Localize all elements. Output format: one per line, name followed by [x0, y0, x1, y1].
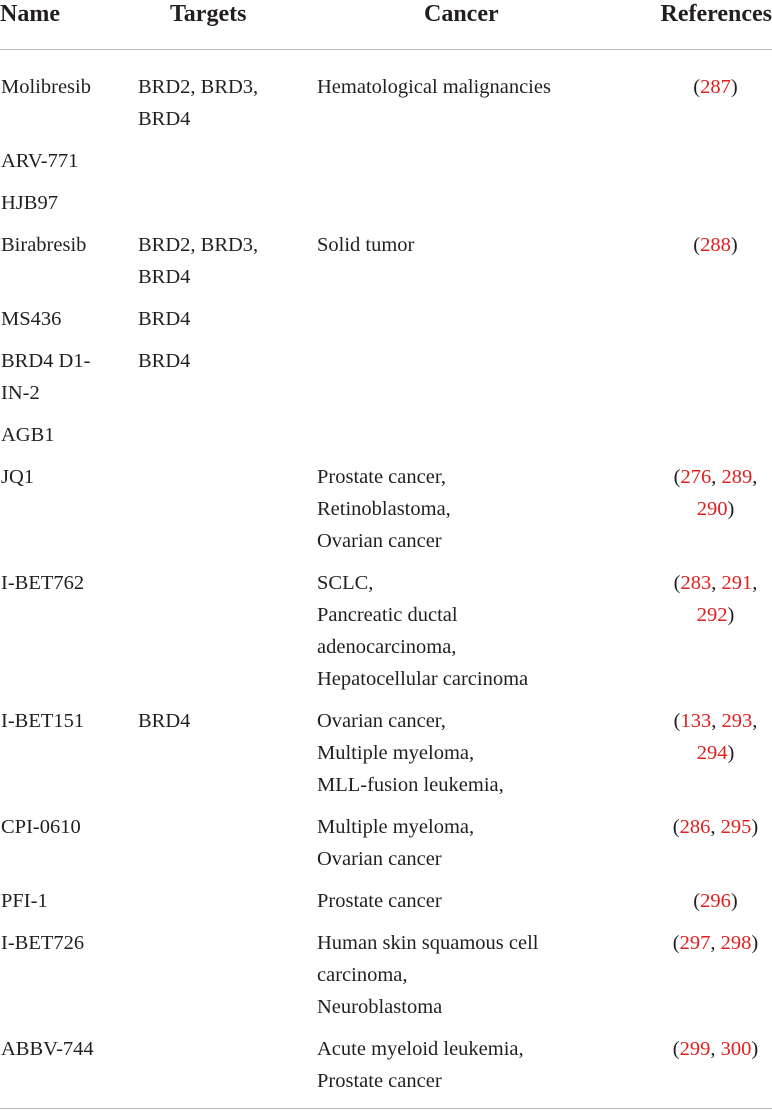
- reference-link[interactable]: 289: [721, 466, 753, 488]
- table-row: [0, 135, 772, 177]
- reference-link[interactable]: 288: [700, 234, 731, 256]
- cell-references: [637, 695, 772, 801]
- table-row: [0, 801, 772, 875]
- table-row: [0, 219, 772, 293]
- cell-cancer: [317, 135, 637, 177]
- ref-paren: (: [693, 890, 701, 912]
- cell-name: AGB1: [1, 424, 55, 446]
- table-row: [0, 50, 772, 136]
- reference-link[interactable]: 290: [696, 498, 728, 520]
- cell-name: I-BET726: [1, 932, 85, 954]
- ref-paren: ): [751, 816, 759, 838]
- ref-paren: ): [730, 234, 738, 256]
- cell-name: HJB97: [1, 192, 58, 214]
- cell-name: BRD4 D1- IN-2: [1, 350, 91, 404]
- ref-paren: ): [730, 76, 738, 98]
- ref-paren: (: [693, 234, 701, 256]
- ref-paren: ): [727, 604, 735, 626]
- cell-references: [637, 875, 772, 917]
- cell-cancer: [317, 293, 637, 335]
- cell-references: [637, 801, 772, 875]
- cell-targets: BRD2, BRD3, BRD4: [138, 234, 259, 288]
- table-row: [0, 409, 772, 451]
- cell-targets: [138, 1023, 317, 1109]
- cell-references: [637, 917, 772, 1023]
- table-row: [0, 293, 772, 335]
- reference-link[interactable]: 292: [696, 604, 728, 626]
- table-row: [0, 875, 772, 917]
- ref-separator: ,: [711, 572, 722, 594]
- cell-targets: [138, 135, 317, 177]
- header-references: References: [637, 0, 772, 50]
- table-row: [0, 917, 772, 1023]
- ref-paren: ): [751, 932, 759, 954]
- ref-separator: ,: [711, 710, 722, 732]
- cell-targets: [138, 451, 317, 557]
- ref-paren: (: [673, 710, 681, 732]
- table-row: [0, 451, 772, 557]
- table-row: [0, 695, 772, 801]
- cell-cancer: Prostate cancer, Retinoblastoma, Ovarian cancer: [317, 466, 451, 552]
- cell-name: ABBV-744: [0, 1023, 138, 1109]
- ref-separator: ,: [752, 710, 758, 732]
- cell-references: [637, 293, 772, 335]
- cell-targets: [138, 409, 317, 451]
- ref-paren: ): [727, 742, 735, 764]
- reference-link[interactable]: 300: [720, 1038, 752, 1060]
- ref-paren: (: [693, 76, 701, 98]
- reference-link[interactable]: 276: [680, 466, 712, 488]
- cell-references: [637, 335, 772, 409]
- ref-paren: (: [672, 816, 680, 838]
- reference-link[interactable]: 295: [720, 816, 752, 838]
- ref-paren: (: [673, 572, 681, 594]
- ref-paren: ): [751, 1038, 759, 1060]
- cell-targets: [138, 801, 317, 875]
- ref-paren: (: [672, 932, 680, 954]
- header-cancer: Cancer: [317, 0, 637, 50]
- ref-separator: ,: [752, 466, 758, 488]
- cell-references: [637, 557, 772, 695]
- cell-cancer: Human skin squamous cell carcinoma, Neuroblastoma: [317, 932, 539, 1018]
- reference-link[interactable]: 133: [680, 710, 712, 732]
- cell-name: CPI-0610: [1, 816, 81, 838]
- cell-name: PFI-1: [1, 890, 48, 912]
- cell-targets: [138, 557, 317, 695]
- ref-separator: ,: [711, 466, 722, 488]
- table-body: [0, 50, 772, 1109]
- reference-link[interactable]: 296: [700, 890, 731, 912]
- cell-name: I-BET151: [1, 710, 85, 732]
- cell-cancer: SCLC, Pancreatic ductal adenocarcinoma, Hepatocellular carcinoma: [317, 572, 529, 690]
- cell-name: ARV-771: [1, 150, 79, 172]
- cell-cancer: [317, 409, 637, 451]
- reference-link[interactable]: 299: [679, 1038, 711, 1060]
- reference-link[interactable]: 286: [679, 816, 711, 838]
- cell-cancer: Hematological malignancies: [317, 76, 551, 98]
- cell-references: [637, 135, 772, 177]
- table-row: [0, 557, 772, 695]
- reference-link[interactable]: 287: [700, 76, 731, 98]
- table-row: [0, 335, 772, 409]
- cell-targets: [138, 875, 317, 917]
- cell-cancer: [317, 177, 637, 219]
- ref-paren: (: [673, 466, 681, 488]
- ref-paren: (: [672, 1038, 680, 1060]
- cell-targets: [138, 177, 317, 219]
- cell-references: [637, 451, 772, 557]
- cell-cancer: Acute myeloid leukemia, Prostate cancer: [317, 1023, 637, 1109]
- cell-references: [637, 177, 772, 219]
- header-targets: Targets: [138, 0, 317, 50]
- ref-paren: ): [727, 498, 735, 520]
- cell-references: [637, 409, 772, 451]
- cell-targets: BRD4: [138, 350, 191, 372]
- cell-targets: BRD4: [138, 710, 191, 732]
- cell-cancer: [317, 335, 637, 409]
- reference-link[interactable]: 293: [721, 710, 753, 732]
- cell-references: [637, 219, 772, 293]
- header-name: Name: [0, 0, 138, 50]
- reference-link[interactable]: 298: [720, 932, 752, 954]
- table-row: [0, 1023, 772, 1109]
- ref-separator: ,: [710, 932, 721, 954]
- ref-separator: ,: [710, 816, 721, 838]
- ref-separator: ,: [752, 572, 758, 594]
- cell-name: Birabresib: [1, 234, 87, 256]
- cell-cancer: Ovarian cancer, Multiple myeloma, MLL-fusion leukemia,: [317, 710, 504, 796]
- cell-name: Molibresib: [1, 76, 91, 98]
- cell-targets: [138, 917, 317, 1023]
- cell-references: [637, 1023, 772, 1109]
- reference-link[interactable]: 283: [680, 572, 712, 594]
- table-row: [0, 177, 772, 219]
- ref-paren: ): [730, 890, 738, 912]
- cell-cancer: Solid tumor: [317, 234, 415, 256]
- cell-references: [637, 50, 772, 136]
- reference-link[interactable]: 294: [696, 742, 728, 764]
- cell-cancer: Prostate cancer: [317, 890, 442, 912]
- reference-link[interactable]: 291: [721, 572, 753, 594]
- cell-targets: BRD4: [138, 308, 191, 330]
- cell-name: I-BET762: [1, 572, 85, 594]
- cell-cancer: Multiple myeloma, Ovarian cancer: [317, 816, 475, 870]
- header-row: [0, 0, 772, 50]
- cell-targets: BRD2, BRD3, BRD4: [138, 76, 259, 130]
- reference-link[interactable]: 297: [679, 932, 711, 954]
- cell-name: JQ1: [1, 466, 35, 488]
- cell-name: MS436: [1, 308, 62, 330]
- ref-separator: ,: [710, 1038, 721, 1060]
